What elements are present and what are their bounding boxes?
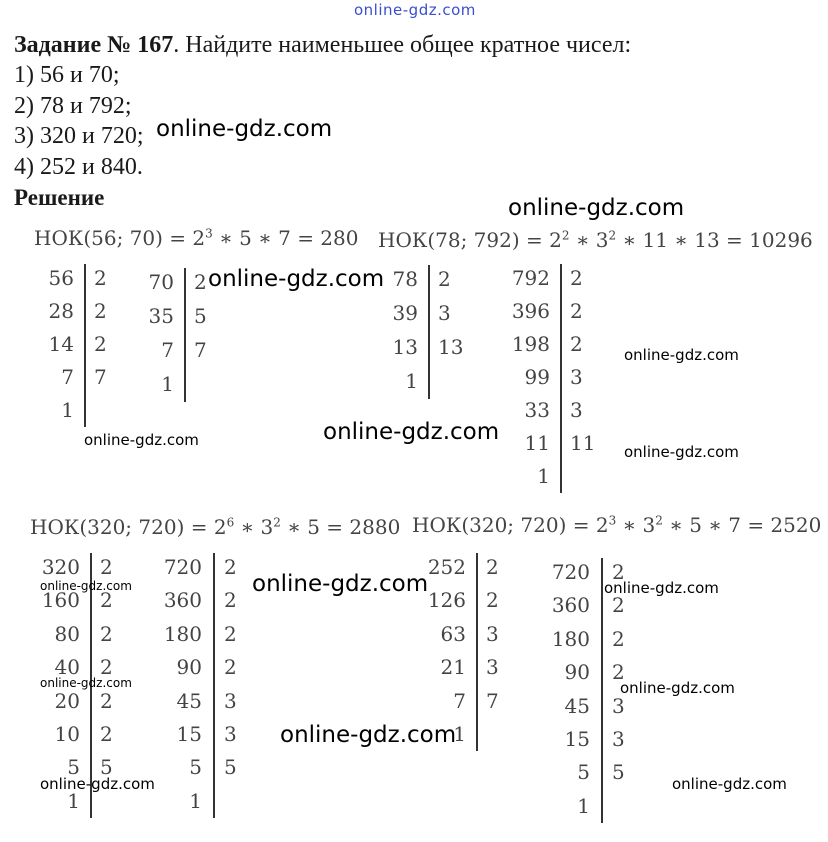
watermark: online-gdz.com bbox=[624, 443, 739, 461]
dividend-value: 45 bbox=[564, 693, 590, 718]
divisor-value: 2 bbox=[570, 299, 583, 323]
dividend-value: 99 bbox=[524, 365, 550, 389]
table-row bbox=[418, 551, 516, 584]
divisor-value: 2 bbox=[224, 555, 237, 579]
divisor-value: 2 bbox=[224, 588, 237, 613]
dividend-value: 720 bbox=[163, 555, 202, 579]
divisor-value: 5 bbox=[100, 755, 113, 780]
dividend-value: 56 bbox=[48, 266, 74, 290]
divisor-value: 13 bbox=[438, 335, 464, 359]
divisor-value: 2 bbox=[100, 621, 113, 646]
table-row bbox=[150, 618, 254, 651]
divisor-value: 2 bbox=[100, 722, 113, 746]
formula-lcm-56-70: НОК(56; $70) = 2^3$ ∗ 5 ∗ 7 = 280 bbox=[34, 226, 359, 250]
dividend-value: 5 bbox=[189, 755, 202, 780]
table-row bbox=[150, 551, 254, 584]
watermark: online-gdz.com bbox=[40, 676, 132, 690]
task-item-2: 2) 78 и 792; bbox=[14, 93, 132, 119]
divisor-value: 5 bbox=[224, 755, 237, 780]
formula-lcm-78-792: НОК(78; $792) = 2^2$ ∗ $3^2$ ∗ 11 ∗ 13 = 10296 bbox=[378, 228, 813, 252]
dividend-value: 1 bbox=[537, 464, 550, 488]
table-row bbox=[150, 685, 254, 718]
division-line bbox=[601, 558, 603, 823]
dividend-value: 63 bbox=[440, 621, 466, 646]
division-line bbox=[476, 553, 478, 751]
divisor-value: 2 bbox=[612, 660, 625, 685]
table-row bbox=[418, 651, 516, 684]
divisor-value: 3 bbox=[612, 727, 625, 751]
watermark: online-gdz.com bbox=[620, 679, 735, 697]
table-row bbox=[500, 295, 606, 328]
divisor-value: 7 bbox=[486, 688, 499, 713]
divisor-value: 3 bbox=[224, 722, 237, 746]
divisor-value: 2 bbox=[100, 555, 113, 579]
division-line bbox=[560, 264, 562, 493]
dividend-value: 90 bbox=[564, 660, 590, 685]
task-item-3: 3) 320 и 720; bbox=[14, 123, 144, 149]
dividend-value: 360 bbox=[551, 593, 590, 618]
dividend-value: 396 bbox=[511, 299, 550, 323]
dividend-value: 126 bbox=[427, 588, 466, 613]
watermark: online-gdz.com bbox=[604, 579, 719, 597]
table-row bbox=[418, 685, 516, 718]
dividend-value: 320 bbox=[41, 555, 80, 579]
watermark: online-gdz.com bbox=[84, 431, 199, 449]
dividend-value: 1 bbox=[61, 398, 74, 422]
table-row bbox=[20, 328, 124, 361]
dividend-value: 35 bbox=[148, 304, 174, 328]
formula-lcm-320-720: НОК(320; $720) = 2^6$ ∗ $3^2$ ∗ 5 = 2880 bbox=[30, 515, 401, 539]
factor-table-56 bbox=[20, 262, 124, 427]
divisor-value: 2 bbox=[224, 621, 237, 646]
divisor-value: 2 bbox=[94, 266, 107, 290]
dividend-value: 7 bbox=[453, 688, 466, 713]
watermark: online-gdz.com bbox=[672, 775, 787, 793]
table-row bbox=[20, 262, 124, 295]
dividend-value: 1 bbox=[453, 722, 466, 746]
table-row bbox=[150, 785, 254, 818]
dividend-value: 20 bbox=[54, 688, 80, 713]
table-row bbox=[138, 334, 224, 367]
dividend-value: 14 bbox=[48, 332, 74, 356]
divisor-value: 2 bbox=[194, 270, 207, 294]
solution-label: Решение bbox=[14, 185, 105, 210]
dividend-value: 360 bbox=[163, 588, 202, 613]
divisor-value: 7 bbox=[194, 338, 207, 362]
watermark-top: online-gdz.com bbox=[354, 1, 476, 19]
table-row bbox=[30, 618, 130, 651]
divisor-value: 5 bbox=[612, 760, 625, 785]
task-text: . Найдите наименьшее общее кратное чисел: bbox=[173, 32, 632, 58]
table-row bbox=[418, 584, 516, 617]
table-row bbox=[540, 790, 642, 823]
factor-table-720-a bbox=[150, 551, 254, 818]
watermark: online-gdz.com bbox=[156, 116, 333, 142]
table-row bbox=[150, 718, 254, 751]
dividend-value: 28 bbox=[48, 299, 74, 323]
table-row bbox=[374, 297, 474, 330]
table-row bbox=[150, 584, 254, 617]
dividend-value: 70 bbox=[148, 270, 174, 294]
divisor-value: 2 bbox=[612, 593, 625, 618]
table-row bbox=[500, 394, 606, 427]
dividend-value: 1 bbox=[161, 372, 174, 396]
divisor-value: 3 bbox=[486, 621, 499, 646]
watermark: online-gdz.com bbox=[323, 419, 500, 445]
watermark: online-gdz.com bbox=[280, 722, 457, 748]
table-row bbox=[418, 618, 516, 651]
watermark: online-gdz.com bbox=[508, 195, 685, 221]
dividend-value: 1 bbox=[189, 788, 202, 813]
divisor-value: 2 bbox=[486, 588, 499, 613]
divisor-value: 2 bbox=[100, 688, 113, 713]
divisor-value: 2 bbox=[100, 655, 113, 680]
dividend-value: 180 bbox=[551, 626, 590, 651]
table-row bbox=[138, 300, 224, 333]
task-item-4: 4) 252 и 840. bbox=[14, 154, 143, 180]
table-row bbox=[540, 756, 642, 789]
dividend-value: 198 bbox=[511, 332, 550, 356]
division-line bbox=[84, 264, 86, 427]
watermark: online-gdz.com bbox=[252, 571, 429, 597]
dividend-value: 10 bbox=[54, 722, 80, 746]
dividend-value: 1 bbox=[577, 793, 590, 818]
watermark: online-gdz.com bbox=[624, 346, 739, 364]
table-row bbox=[20, 361, 124, 394]
divisor-value: 3 bbox=[438, 301, 451, 325]
dividend-value: 90 bbox=[176, 655, 202, 680]
divisor-value: 2 bbox=[224, 655, 237, 680]
watermark: online-gdz.com bbox=[40, 579, 132, 593]
table-row bbox=[150, 751, 254, 784]
division-line bbox=[213, 553, 215, 818]
divisor-value: 2 bbox=[612, 626, 625, 651]
dividend-value: 80 bbox=[54, 621, 80, 646]
dividend-value: 13 bbox=[392, 335, 418, 359]
divisor-value: 2 bbox=[94, 299, 107, 323]
task-label: Задание № 167 bbox=[14, 32, 174, 58]
table-row bbox=[374, 331, 474, 364]
divisor-value: 5 bbox=[194, 304, 207, 328]
dividend-value: 5 bbox=[67, 755, 80, 780]
table-row bbox=[540, 723, 642, 756]
dividend-value: 15 bbox=[564, 727, 590, 751]
table-row bbox=[30, 718, 130, 751]
divisor-value: 3 bbox=[570, 365, 583, 389]
divisor-value: 2 bbox=[94, 332, 107, 356]
dividend-value: 21 bbox=[440, 655, 466, 680]
table-row bbox=[500, 361, 606, 394]
table-row bbox=[500, 328, 606, 361]
divisor-value: 3 bbox=[486, 655, 499, 680]
watermark: online-gdz.com bbox=[40, 775, 155, 793]
table-row bbox=[500, 460, 606, 493]
divisor-value: 2 bbox=[438, 267, 451, 291]
task-heading bbox=[14, 32, 631, 59]
formula-lcm-252-840: НОК(320; $720) = 2^3$ ∗ $3^2$ ∗ 5 ∗ 7 = 2520 bbox=[412, 513, 822, 537]
dividend-value: 40 bbox=[54, 655, 80, 680]
divisor-value: 2 bbox=[486, 555, 499, 579]
table-row bbox=[500, 427, 606, 460]
task-item-1: 1) 56 и 70; bbox=[14, 62, 120, 88]
dividend-value: 7 bbox=[161, 338, 174, 362]
table-row bbox=[374, 365, 474, 398]
dividend-value: 1 bbox=[67, 788, 80, 813]
table-row bbox=[20, 295, 124, 328]
divisor-value: 3 bbox=[570, 398, 583, 422]
dividend-value: 7 bbox=[61, 365, 74, 389]
watermark: online-gdz.com bbox=[208, 266, 385, 292]
dividend-value: 792 bbox=[511, 266, 550, 290]
table-row bbox=[540, 623, 642, 656]
dividend-value: 720 bbox=[551, 560, 590, 584]
dividend-value: 1 bbox=[405, 369, 418, 393]
table-row bbox=[500, 262, 606, 295]
table-row bbox=[20, 394, 124, 427]
division-line bbox=[428, 265, 430, 399]
dividend-value: 11 bbox=[524, 431, 550, 455]
divisor-value: 2 bbox=[100, 588, 113, 613]
divisor-value: 11 bbox=[570, 431, 596, 455]
divisor-value: 3 bbox=[224, 688, 237, 713]
table-row bbox=[138, 368, 224, 401]
dividend-value: 45 bbox=[176, 688, 202, 713]
division-line bbox=[184, 268, 186, 402]
divisor-value: 3 bbox=[612, 693, 625, 718]
dividend-value: 5 bbox=[577, 760, 590, 785]
factor-table-78 bbox=[374, 263, 474, 399]
divisor-value: 2 bbox=[570, 332, 583, 356]
table-row bbox=[150, 651, 254, 684]
divisor-value: 2 bbox=[612, 560, 625, 584]
dividend-value: 15 bbox=[176, 722, 202, 746]
table-row bbox=[374, 263, 474, 296]
divisor-value: 2 bbox=[570, 266, 583, 290]
divisor-value: 7 bbox=[94, 365, 107, 389]
dividend-value: 252 bbox=[427, 555, 466, 579]
dividend-value: 78 bbox=[392, 267, 418, 291]
factor-table-792 bbox=[500, 262, 606, 493]
dividend-value: 39 bbox=[392, 301, 418, 325]
dividend-value: 33 bbox=[524, 398, 550, 422]
dividend-value: 160 bbox=[41, 588, 80, 613]
dividend-value: 180 bbox=[163, 621, 202, 646]
